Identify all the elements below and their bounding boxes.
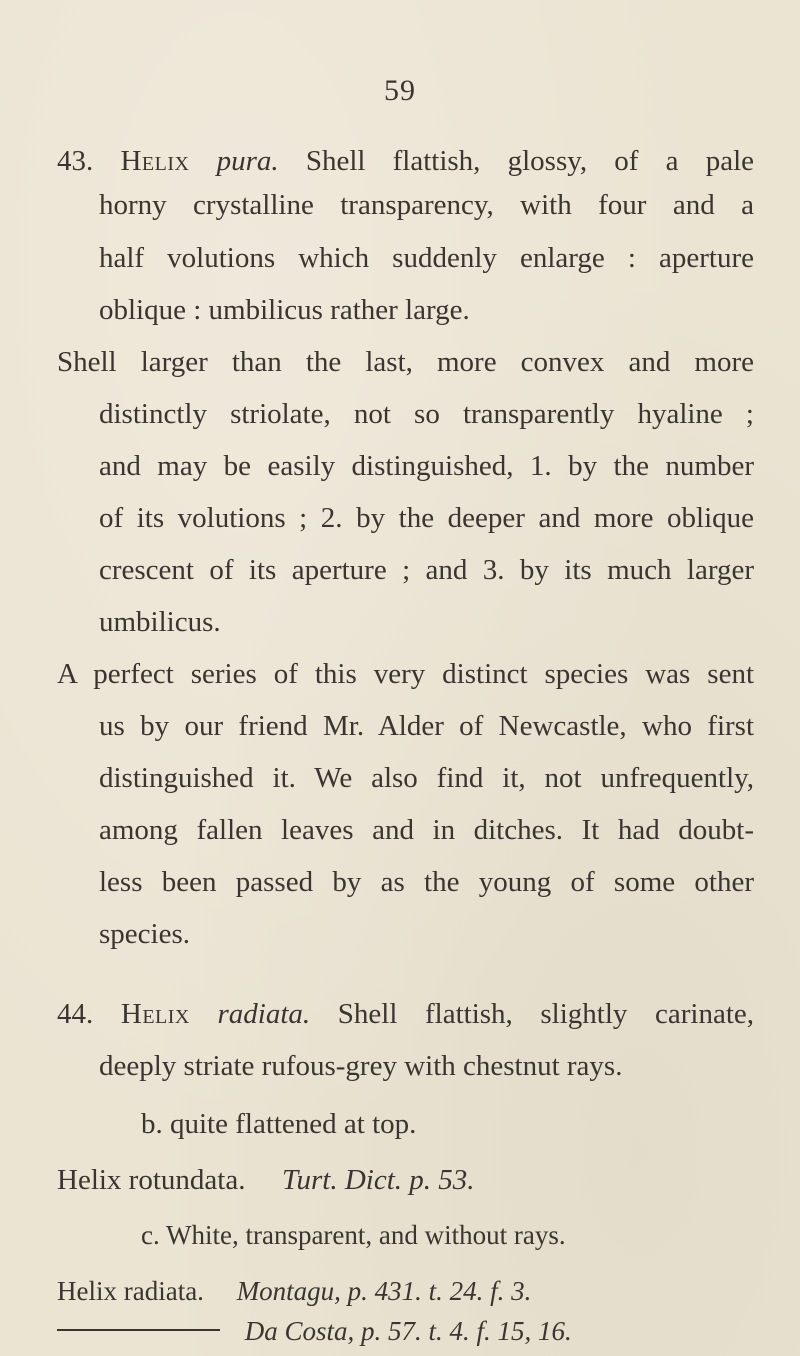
note-line-5: less been passed by as the young of some other (99, 866, 754, 898)
entry-44-description-start: Shell flattish, slightly carinate, (337, 998, 755, 1030)
page-number: 59 (384, 74, 416, 107)
entry-43-description-start: Shell flattish, glossy, of a pale (305, 145, 755, 177)
entry-43-line-2: horny crystalline transparency, with four and a (99, 189, 754, 221)
comparison-line-1: Shell larger than the last, more convex and more (57, 346, 754, 378)
entry-44-genus: Helix (120, 998, 190, 1030)
entry-43-line-1 (57, 147, 754, 176)
comparison-line-2: distinctly striolate, not so transparently hyaline ; (99, 398, 754, 430)
note-line-4: among fallen leaves and in ditches. It had doubt- (99, 814, 754, 846)
reference-radiata (57, 1278, 531, 1305)
reference-radiata-citation-2: Da Costa, p. 57. t. 4. f. 15, 16. (244, 1316, 572, 1346)
reference-rotundata-name: Helix rotundata. (57, 1164, 246, 1196)
reference-radiata-line-2 (57, 1318, 572, 1345)
entry-43-species: pura. (216, 145, 279, 177)
ditto-rule (57, 1329, 220, 1331)
entry-43-line-4: oblique : umbilicus rather large. (99, 294, 470, 326)
reference-rotundata-citation: Turt. Dict. p. 53. (281, 1164, 475, 1196)
note-line-2: us by our friend Mr. Alder of Newcastle, who first (99, 710, 754, 742)
note-line-3: distinguished it. We also find it, not unfrequently, (99, 762, 754, 794)
comparison-line-3: and may be easily distinguished, 1. by the number (99, 450, 754, 482)
entry-43-genus: Helix (120, 145, 190, 177)
reference-radiata-name: Helix radiata. (57, 1276, 204, 1306)
comparison-line-5: crescent of its aperture ; and 3. by its much larger (99, 554, 754, 586)
note-line-6: species. (99, 918, 190, 950)
entry-44-line-2: deeply striate rufous-grey with chestnut rays. (99, 1050, 623, 1082)
entry-43-line-3: half volutions which suddenly enlarge : aperture (99, 242, 754, 274)
entry-43-number: 43. (57, 145, 94, 177)
comparison-line-4: of its volutions ; 2. by the deeper and more oblique (99, 502, 754, 534)
reference-radiata-citation-1: Montagu, p. 431. t. 24. f. 3. (236, 1276, 532, 1306)
entry-44-species: radiata. (217, 998, 311, 1030)
variety-b: b. quite flattened at top. (141, 1108, 417, 1140)
variety-c: c. White, transparent, and without rays. (141, 1220, 566, 1250)
entry-44-number: 44. (57, 998, 94, 1030)
note-line-1: A perfect series of this very distinct species was sent (57, 658, 754, 690)
comparison-line-6: umbilicus. (99, 606, 221, 638)
entry-44-line-1 (57, 1000, 754, 1029)
reference-rotundata (57, 1166, 475, 1195)
